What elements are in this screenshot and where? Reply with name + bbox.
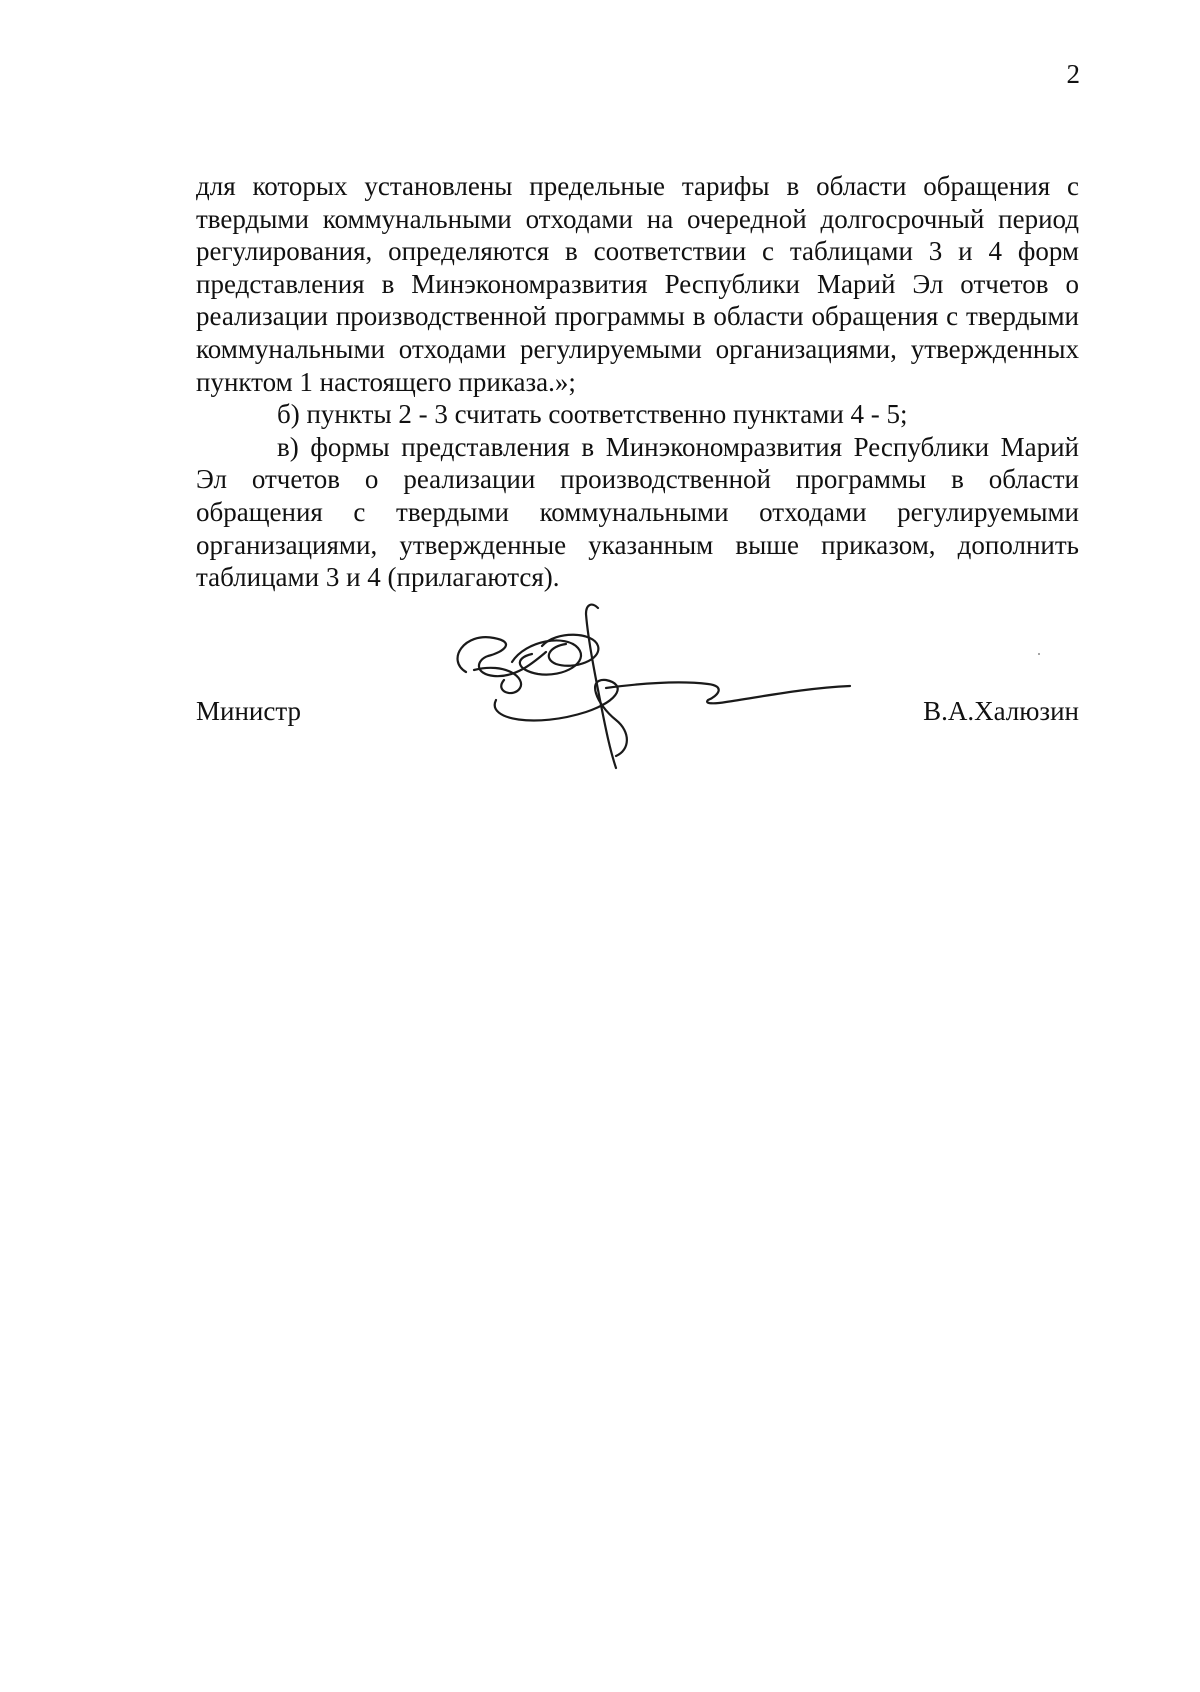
signer-position: Министр [196,696,301,726]
signer-name: В.А.Халюзин [923,696,1079,726]
handwritten-signature [446,600,866,780]
paragraph-item-v: в) формы представления в Минэкономразвития Республики Марий Эл отчетов о реализации производственной программы в области обращения с твердыми коммунальными отходами регулируемыми организациями, утвержденные указанным выше приказом, дополнить таблицами 3 и 4 (прилагаются). [196,431,1079,593]
paragraph-continuation: для которых установлены предельные тарифы в области обращения с твердыми коммунальными отходами на очередной долгосрочный период регулирования, определяются в соответствии с таблицами 3 и 4 форм представления в Минэкономразвития Республики Марий Эл отчетов о реализации производственной программы в области обращения с твердыми коммунальными отходами регулируемыми организациями, утвержденных пунктом 1 настоящего приказа.»; [196,171,1079,397]
paragraph-item-b: б) пункты 2 - 3 считать соответственно пунктами 4 - 5; [277,399,908,430]
scan-speck [1038,653,1040,655]
page-number: 2 [1066,59,1080,89]
signature-block [196,600,1079,780]
document-body [196,170,1079,594]
